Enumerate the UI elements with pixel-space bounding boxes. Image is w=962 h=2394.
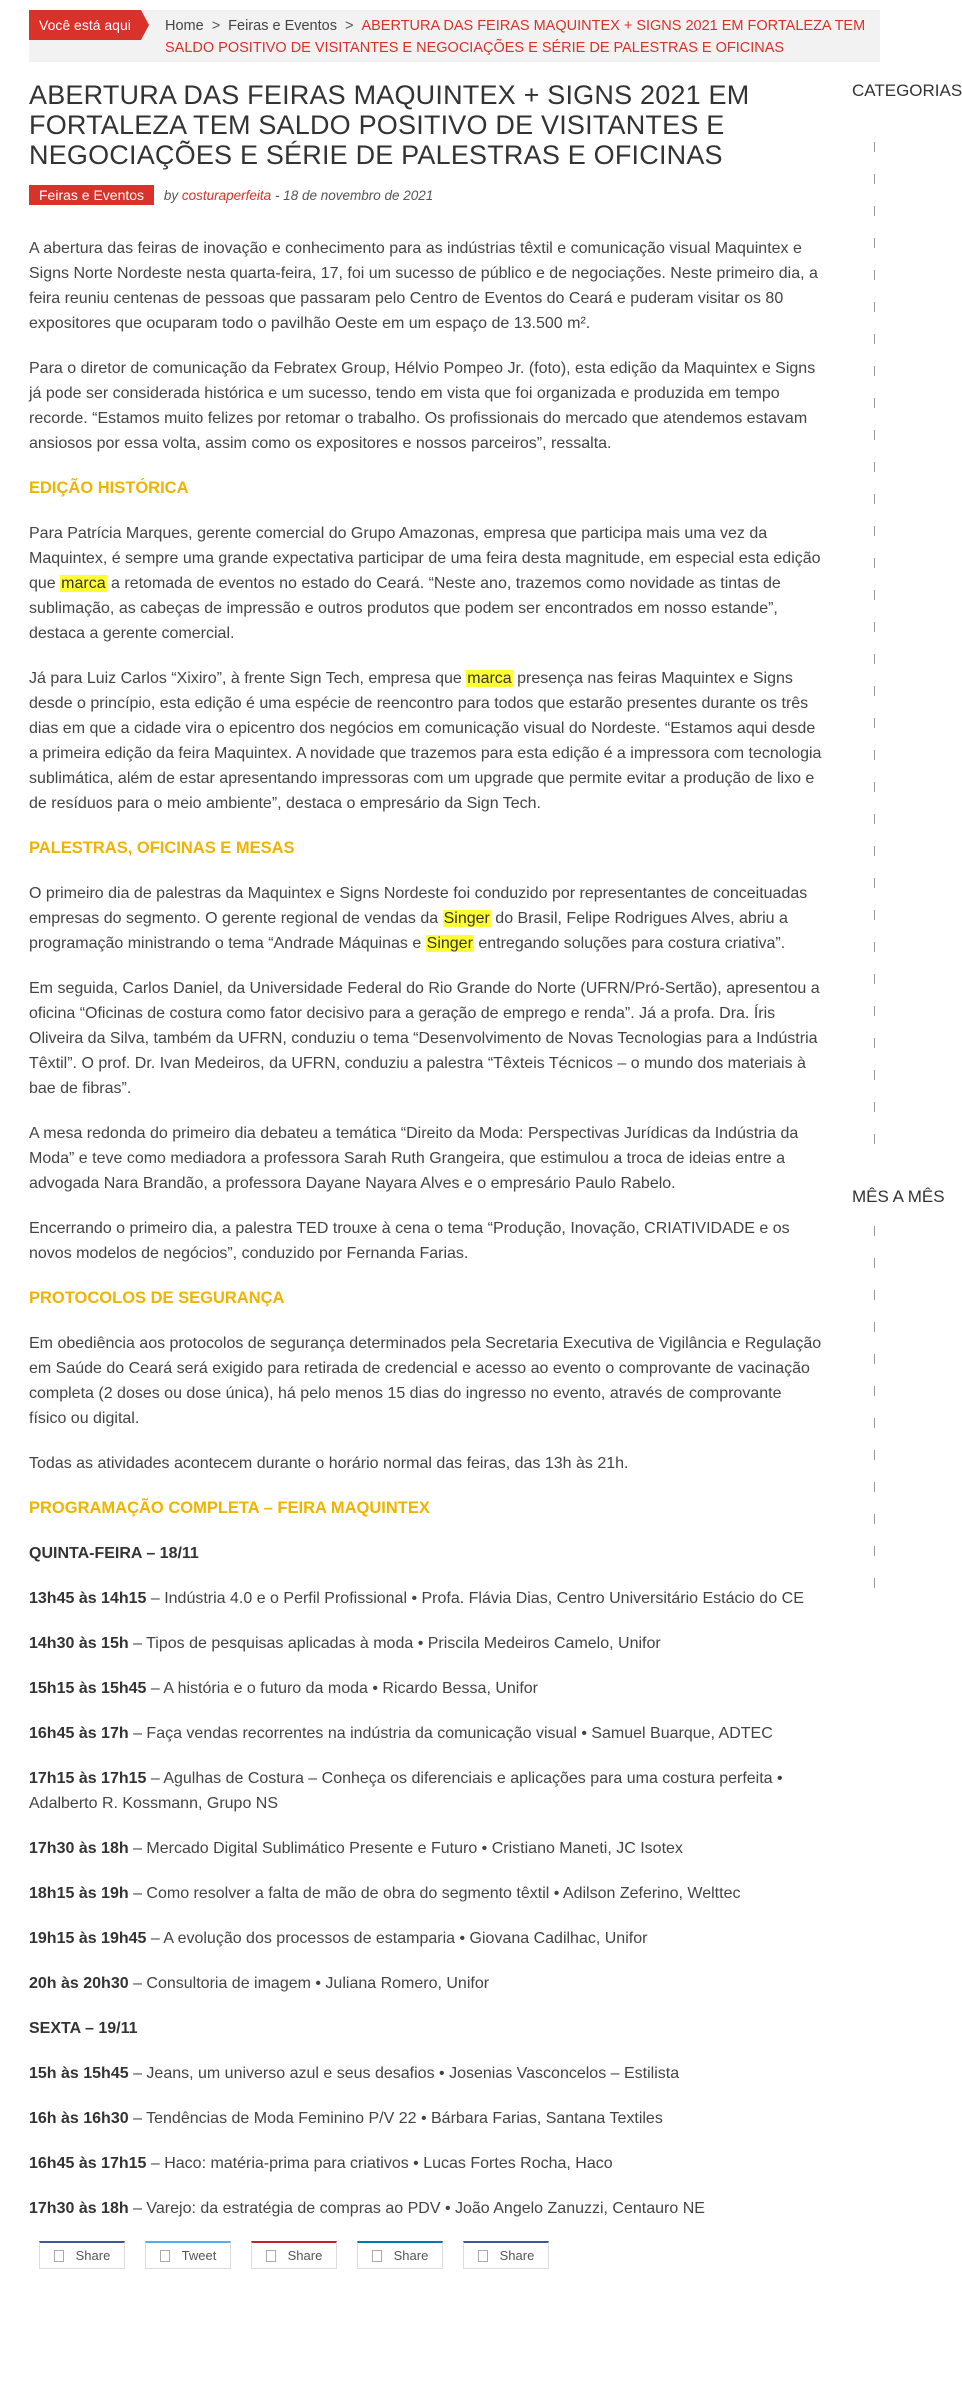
sidebar-link-item[interactable] xyxy=(852,1124,880,1156)
folder-icon xyxy=(874,654,878,664)
sidebar-link-item[interactable] xyxy=(852,548,880,580)
sidebar-link-item[interactable] xyxy=(852,452,880,484)
sidebar-link-item[interactable] xyxy=(852,1472,880,1504)
schedule-time: 16h45 às 17h15 xyxy=(29,2155,147,2172)
schedule-item xyxy=(29,1586,822,1611)
folder-icon xyxy=(874,1070,878,1080)
folder-icon xyxy=(874,558,878,568)
sidebar-link-item[interactable] xyxy=(852,612,880,644)
paragraph: Já para Luiz Carlos “Xixiro”, à frente Sign Tech, empresa que marca presença nas feiras Maquintex e Signs desde o princípio, esta edição é uma espécie de reencontro para todos que estarão presentes durante os três dias em que a cidade vira o epicentro dos negócios em comunicação visual do Nordeste. “Estamos aqui desde a primeira edição da feira Maquintex. A novidade que trazemos para esta edição é a impressora com tecnologia sublimática, além de estar apresentando impressoras com um upgrade que permite evitar a produção de lixo e de resíduos para o meio ambiente”, destaca o empresário da Sign Tech. xyxy=(29,670,822,812)
schedule-item xyxy=(29,1721,822,1746)
schedule-description: – Jeans, um universo azul e seus desafios • Josenias Vasconcelos – Estilista xyxy=(128,2065,680,2082)
folder-icon xyxy=(874,1354,878,1364)
article xyxy=(29,80,822,2269)
folder-icon xyxy=(874,1418,878,1428)
folder-icon xyxy=(874,846,878,856)
schedule-time: 17h15 às 17h15 xyxy=(29,1770,147,1787)
sidebar-link-item[interactable] xyxy=(852,484,880,516)
folder-icon xyxy=(874,270,878,280)
paragraph: A abertura das feiras de inovação e conhecimento para as indústrias têxtil e comunicação visual Maquintex e Signs Norte Nordeste nesta quarta-feira, 17, foi um sucesso de público e de negociações. Neste primeiro dia, a feira reuniu centenas de pessoas que passaram pelo Centro de Eventos do Ceará e puderam visitar os 80 expositores que ocuparam todo o pavilhão Oeste em um espaço de 13.500 m². xyxy=(29,240,818,332)
schedule-time: 17h30 às 18h xyxy=(29,2200,129,2217)
sidebar-link-item[interactable] xyxy=(852,964,880,996)
schedule-list xyxy=(29,1586,822,1996)
sidebar-link-item[interactable] xyxy=(852,996,880,1028)
sidebar-link-item[interactable] xyxy=(852,676,880,708)
twitter-share-button[interactable]: Tweet xyxy=(145,2241,231,2269)
sidebar-link-item[interactable] xyxy=(852,1028,880,1060)
email-icon xyxy=(478,2250,488,2262)
folder-icon xyxy=(874,910,878,920)
folder-icon xyxy=(874,942,878,952)
schedule-item xyxy=(29,1836,822,1861)
schedule-time: 19h15 às 19h45 xyxy=(29,1930,147,1947)
article-content xyxy=(29,236,822,2221)
schedule-description: – A história e o futuro da moda • Ricardo Bessa, Unifor xyxy=(146,1680,539,1697)
sidebar-link-item[interactable] xyxy=(852,356,880,388)
highlight: marca xyxy=(61,575,106,592)
breadcrumb-category-link[interactable]: Feiras e Eventos xyxy=(228,18,337,34)
sidebar-link-item[interactable] xyxy=(852,1376,880,1408)
folder-icon xyxy=(874,750,878,760)
schedule-description: – Mercado Digital Sublimático Presente e Futuro • Cristiano Maneti, JC Isotex xyxy=(128,1840,683,1857)
sidebar-link-item[interactable] xyxy=(852,868,880,900)
paragraph: Para Patrícia Marques, gerente comercial do Grupo Amazonas, empresa que participa mais uma vez da Maquintex, é sempre uma grande expectativa participar de uma feira desta magnitude, em especial esta edição que marca a retomada de eventos no estado do Ceará. “Neste ano, trazemos como novidade as tintas de sublimação, as cabeças de impressão e outros produtos que podem ser encontrados em nosso estande”, destaca a gerente comercial. xyxy=(29,525,821,642)
section-heading: PALESTRAS, OFICINAS E MESAS xyxy=(29,839,295,857)
folder-icon xyxy=(874,142,878,152)
schedule-item xyxy=(29,2106,822,2131)
schedule-time: 18h15 às 19h xyxy=(29,1885,129,1902)
sidebar-link-item[interactable] xyxy=(852,932,880,964)
folder-icon xyxy=(874,430,878,440)
months-list xyxy=(852,1216,880,1600)
folder-icon xyxy=(874,206,878,216)
folder-icon xyxy=(874,814,878,824)
folder-icon xyxy=(874,1546,878,1556)
sidebar-link-item[interactable] xyxy=(852,1060,880,1092)
schedule-description: – Consultoria de imagem • Juliana Romero, Unifor xyxy=(128,1975,490,1992)
folder-icon xyxy=(874,526,878,536)
sidebar-link-item[interactable] xyxy=(852,164,880,196)
schedule-time: 20h às 20h30 xyxy=(29,1975,129,1992)
sidebar-link-item[interactable] xyxy=(852,580,880,612)
schedule-time: 17h30 às 18h xyxy=(29,1840,129,1857)
schedule-time: 15h às 15h45 xyxy=(29,2065,129,2082)
sidebar-link-item[interactable] xyxy=(852,1536,880,1568)
folder-icon xyxy=(874,878,878,888)
schedule-item xyxy=(29,2196,822,2221)
breadcrumb-separator: > xyxy=(211,18,221,34)
schedule-item xyxy=(29,1766,822,1816)
folder-icon xyxy=(874,1258,878,1268)
sidebar-link-item[interactable] xyxy=(852,772,880,804)
schedule-description: – Como resolver a falta de mão de obra do segmento têxtil • Adilson Zeferino, Welttec xyxy=(128,1885,741,1902)
sidebar-link-item[interactable] xyxy=(852,388,880,420)
schedule-day: QUINTA-FEIRA – 18/11 xyxy=(29,1545,199,1562)
breadcrumb-home-link[interactable]: Home xyxy=(165,18,204,34)
pinterest-share-button[interactable]: Share xyxy=(251,2241,337,2269)
twitter-icon xyxy=(160,2250,170,2262)
schedule-item xyxy=(29,2061,822,2086)
schedule-description: – Haco: matéria-prima para criativos • Lucas Fortes Rocha, Haco xyxy=(146,2155,613,2172)
sidebar xyxy=(852,80,962,1600)
sidebar-link-item[interactable] xyxy=(852,1344,880,1376)
post-date: - 18 de novembro de 2021 xyxy=(274,188,434,203)
email-share-button[interactable]: Share xyxy=(463,2241,549,2269)
folder-icon xyxy=(874,1006,878,1016)
schedule-time: 14h30 às 15h xyxy=(29,1635,129,1652)
schedule-description: – Faça vendas recorrentes na indústria da comunicação visual • Samuel Buarque, ADTEC xyxy=(128,1725,773,1742)
sidebar-link-item[interactable] xyxy=(852,1568,880,1600)
schedule-description: – Varejo: da estratégia de compras ao PDV • João Angelo Zanuzzi, Centauro NE xyxy=(128,2200,705,2217)
sidebar-link-item[interactable] xyxy=(852,1280,880,1312)
sidebar-link-item[interactable] xyxy=(852,1408,880,1440)
schedule-time: 16h às 16h30 xyxy=(29,2110,129,2127)
folder-icon xyxy=(874,238,878,248)
schedule-description: – Tipos de pesquisas aplicadas à moda • Priscila Medeiros Camelo, Unifor xyxy=(128,1635,661,1652)
sidebar-link-item[interactable] xyxy=(852,836,880,868)
folder-icon xyxy=(874,462,878,472)
pinterest-icon xyxy=(266,2250,276,2262)
sidebar-link-item[interactable] xyxy=(852,420,880,452)
sidebar-link-item[interactable] xyxy=(852,1092,880,1124)
folder-icon xyxy=(874,366,878,376)
folder-icon xyxy=(874,1514,878,1524)
sidebar-link-item[interactable] xyxy=(852,708,880,740)
paragraph: Todas as atividades acontecem durante o horário normal das feiras, das 13h às 21h. xyxy=(29,1455,629,1472)
paragraph: Em obediência aos protocolos de segurança determinados pela Secretaria Executiva de Vigilância e Regulação em Saúde do Ceará será exigido para retirada de credencial e acesso ao evento o comprovante de vacinação completa (2 doses ou dose única), há pelo menos 15 dias do ingresso no evento, através de comprovante físico ou digital. xyxy=(29,1335,822,1427)
schedule-item xyxy=(29,1881,822,1906)
facebook-icon xyxy=(54,2250,64,2262)
folder-icon xyxy=(874,718,878,728)
folder-icon xyxy=(874,174,878,184)
schedule-day: SEXTA – 19/11 xyxy=(29,2020,138,2037)
sidebar-link-item[interactable] xyxy=(852,804,880,836)
schedule-item xyxy=(29,1676,822,1701)
sidebar-link-item[interactable] xyxy=(852,1440,880,1472)
facebook-share-button[interactable]: Share xyxy=(39,2241,125,2269)
author-link[interactable]: costuraperfeita xyxy=(181,188,272,203)
schedule-description: – A evolução dos processos de estamparia • Giovana Cadilhac, Unifor xyxy=(146,1930,648,1947)
folder-icon xyxy=(874,1134,878,1144)
folder-icon xyxy=(874,1578,878,1588)
paragraph: Encerrando o primeiro dia, a palestra TED trouxe à cena o tema “Produção, Inovação, CRIATIVIDADE e os novos modelos de negócios”, conduzido por Fernanda Farias. xyxy=(29,1220,790,1262)
breadcrumb xyxy=(29,10,880,62)
schedule-time: 13h45 às 14h15 xyxy=(29,1590,147,1607)
folder-icon xyxy=(874,1482,878,1492)
folder-icon xyxy=(874,1226,878,1236)
folder-icon xyxy=(874,1038,878,1048)
schedule-description: – Indústria 4.0 e o Perfil Profissional • Profa. Flávia Dias, Centro Universitário Estácio do CE xyxy=(146,1590,804,1607)
sidebar-link-item[interactable] xyxy=(852,516,880,548)
section-heading: PROTOCOLOS DE SEGURANÇA xyxy=(29,1289,285,1307)
sidebar-link-item[interactable] xyxy=(852,132,880,164)
section-heading: PROGRAMAÇÃO COMPLETA – FEIRA MAQUINTEX xyxy=(29,1499,430,1517)
schedule-item xyxy=(29,1926,822,1951)
folder-icon xyxy=(874,590,878,600)
sidebar-link-item[interactable] xyxy=(852,900,880,932)
folder-icon xyxy=(874,1322,878,1332)
schedule-list xyxy=(29,2061,822,2221)
schedule-time: 16h45 às 17h xyxy=(29,1725,129,1742)
paragraph: Para o diretor de comunicação da Febratex Group, Hélvio Pompeo Jr. (foto), esta edição da Maquintex e Signs já pode ser considerada histórica e um sucesso, tendo em vista que foi organizada e produzida em tempo recorde. “Estamos muito felizes por retomar o trabalho. Os profissionais do mercado que atendemos estavam ansiosos por essa volta, assim como os expositores e nossos parceiros”, ressalta. xyxy=(29,360,816,452)
schedule-item xyxy=(29,2151,822,2176)
categories-heading: CATEGORIAS xyxy=(852,81,962,100)
sidebar-link-item[interactable] xyxy=(852,1216,880,1248)
folder-icon xyxy=(874,302,878,312)
linkedin-icon xyxy=(372,2250,382,2262)
folder-icon xyxy=(874,974,878,984)
folder-icon xyxy=(874,622,878,632)
schedule-item xyxy=(29,1971,822,1996)
breadcrumb-badge: Você está aqui xyxy=(29,10,141,40)
folder-icon xyxy=(874,398,878,408)
sidebar-link-item[interactable] xyxy=(852,196,880,228)
section-heading: EDIÇÃO HISTÓRICA xyxy=(29,479,189,497)
sidebar-link-item[interactable] xyxy=(852,740,880,772)
breadcrumb-separator: > xyxy=(344,18,354,34)
categories-list xyxy=(852,132,880,1156)
by-label: by xyxy=(163,188,179,203)
sidebar-link-item[interactable] xyxy=(852,1312,880,1344)
sidebar-link-item[interactable] xyxy=(852,1248,880,1280)
folder-icon xyxy=(874,494,878,504)
schedule-time: 15h15 às 15h45 xyxy=(29,1680,147,1697)
schedule-description: – Agulhas de Costura – Conheça os diferenciais e aplicações para uma costura perfeita • Adalberto R. Kossmann, Grupo NS xyxy=(29,1770,783,1812)
sidebar-link-item[interactable] xyxy=(852,228,880,260)
breadcrumb-current: ABERTURA DAS FEIRAS MAQUINTEX + SIGNS 2021 EM FORTALEZA TEM SALDO POSITIVO DE VISITANTES E NEGOCIAÇÕES E SÉRIE DE PALESTRAS E OFICINAS xyxy=(165,18,866,56)
folder-icon xyxy=(874,1102,878,1112)
highlight: Singer xyxy=(426,935,473,952)
paragraph: O primeiro dia de palestras da Maquintex e Signs Nordeste foi conduzido por representantes de conceituadas empresas do segmento. O gerente regional de vendas da Singer do Brasil, Felipe Rodrigues Alves, abriu a programação ministrando o tema “Andrade Máquinas e Singer entregando soluções para costura criativa”. xyxy=(29,885,808,952)
sidebar-link-item[interactable] xyxy=(852,292,880,324)
schedule-item xyxy=(29,1631,822,1656)
folder-icon xyxy=(874,686,878,696)
sidebar-link-item[interactable] xyxy=(852,260,880,292)
schedule-description: – Tendências de Moda Feminino P/V 22 • Bárbara Farias, Santana Textiles xyxy=(128,2110,663,2127)
folder-icon xyxy=(874,782,878,792)
highlight: Singer xyxy=(443,910,490,927)
months-heading: MÊS A MÊS xyxy=(852,1187,945,1206)
sidebar-link-item[interactable] xyxy=(852,644,880,676)
category-badge[interactable]: Feiras e Eventos xyxy=(29,185,154,205)
sidebar-link-item[interactable] xyxy=(852,1504,880,1536)
share-buttons xyxy=(29,2241,822,2269)
article-title: ABERTURA DAS FEIRAS MAQUINTEX + SIGNS 2021 EM FORTALEZA TEM SALDO POSITIVO DE VISITANTES E NEGOCIAÇÕES E SÉRIE DE PALESTRAS E OFICINAS xyxy=(29,80,750,170)
paragraph: A mesa redonda do primeiro dia debateu a temática “Direito da Moda: Perspectivas Jurídicas da Indústria da Moda” e teve como mediadora a professora Sarah Ruth Grangeira, que estimulou a troca de ideias entre a advogada Nara Brandão, a professora Dayane Nayara Alves e o empresário Paulo Rabelo. xyxy=(29,1125,799,1192)
breadcrumb-trail xyxy=(165,15,880,59)
folder-icon xyxy=(874,1290,878,1300)
folder-icon xyxy=(874,334,878,344)
linkedin-share-button[interactable]: Share xyxy=(357,2241,443,2269)
sidebar-link-item[interactable] xyxy=(852,324,880,356)
highlight: marca xyxy=(467,670,512,687)
folder-icon xyxy=(874,1450,878,1460)
article-meta xyxy=(29,185,822,205)
paragraph: Em seguida, Carlos Daniel, da Universidade Federal do Rio Grande do Norte (UFRN/Pró-Sertão), apresentou a oficina “Oficinas de costura como fator decisivo para a geração de emprego e renda”. Já a profa. Dra. Íris Oliveira da Silva, também da UFRN, conduziu o tema “Desenvolvimento de Novas Tecnologias para a Indústria Têxtil”. O prof. Dr. Ivan Medeiros, da UFRN, conduziu a palestra “Têxteis Técnicos – o mundo dos materiais à bae de fibras”. xyxy=(29,980,820,1097)
folder-icon xyxy=(874,1386,878,1396)
